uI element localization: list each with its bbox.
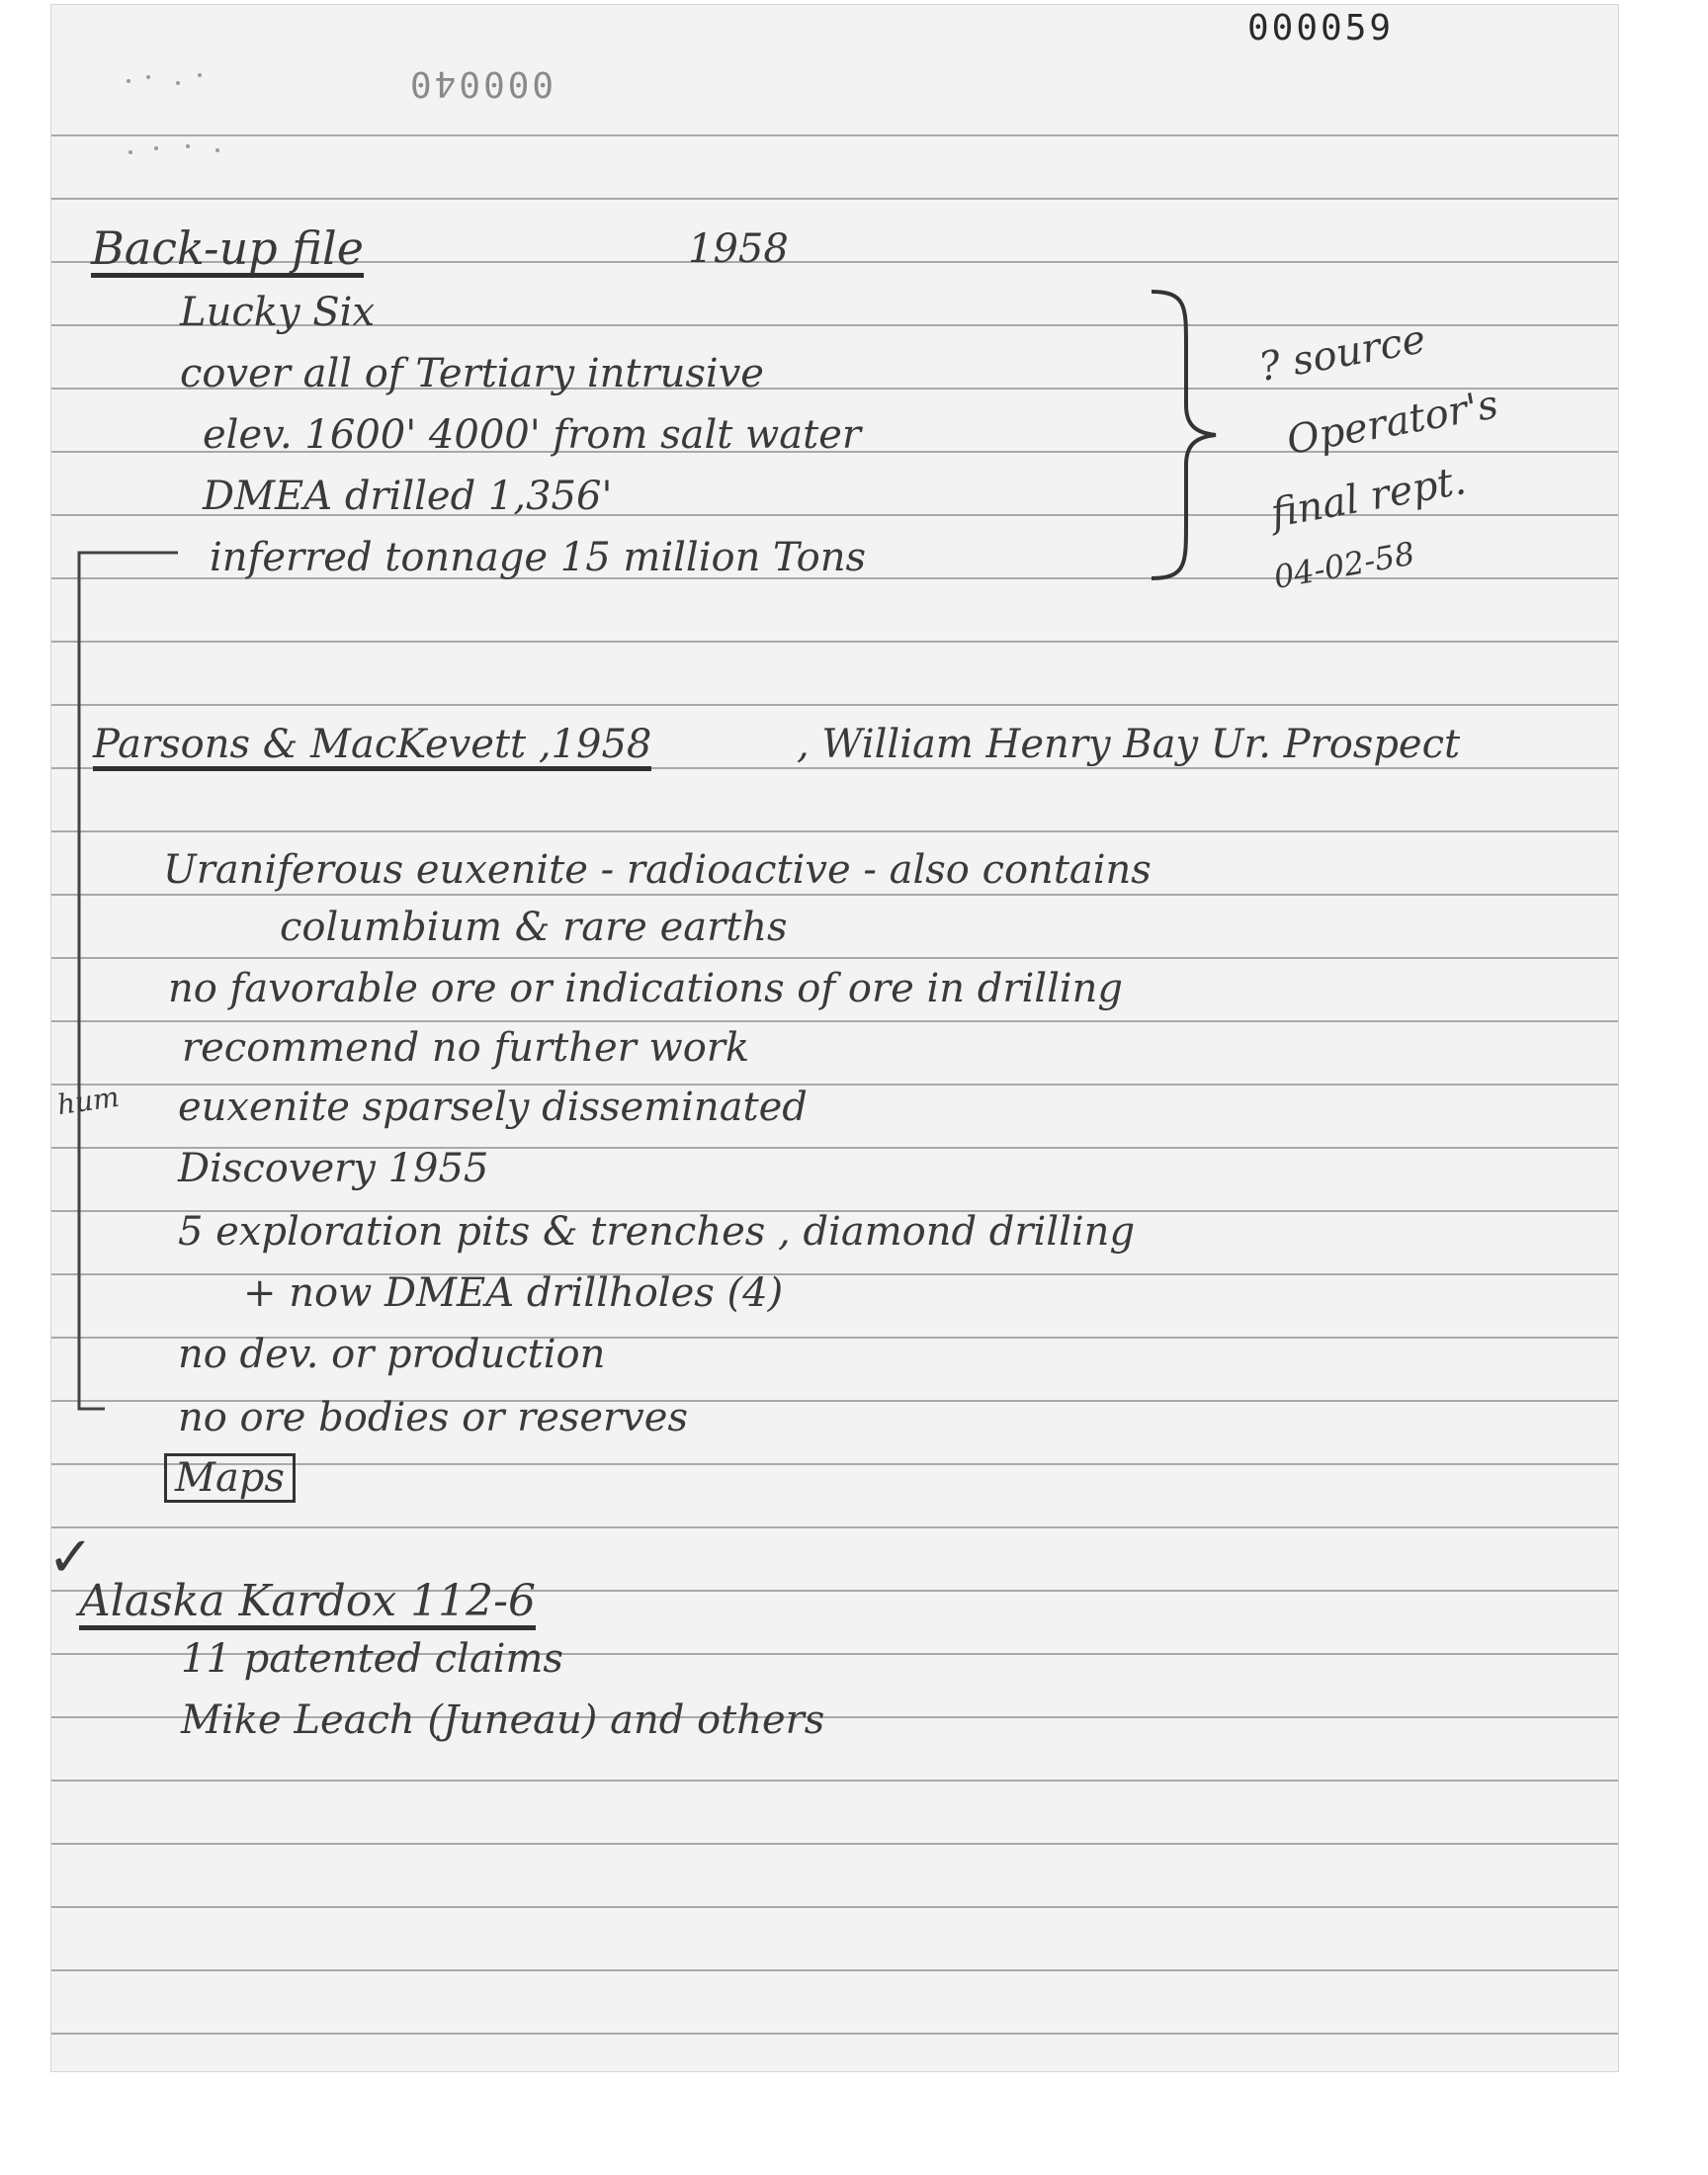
parsons-line-2: columbium & rare earths: [280, 905, 788, 950]
parsons-line-7: 5 exploration pits & trenches , diamond drilling: [178, 1209, 1136, 1255]
parsons-heading-rest: , William Henry Bay Ur. Prospect: [797, 722, 1461, 767]
parsons-line-5: euxenite sparsely disseminated: [178, 1085, 808, 1130]
parsons-heading: Parsons & MacKevett ,1958: [93, 725, 651, 771]
backup-line-5: inferred tonnage 15 million Tons: [210, 535, 867, 580]
backup-line-2: cover all of Tertiary intrusive: [180, 351, 764, 396]
parsons-line-4: recommend no further work: [182, 1025, 750, 1071]
parsons-line-9: no dev. or production: [178, 1332, 606, 1377]
backup-line-4: DMEA drilled 1,356': [203, 474, 613, 519]
kardox-line-1: 11 patented claims: [181, 1636, 563, 1682]
backup-line-3: elev. 1600' 4000' from salt water: [203, 412, 861, 458]
parsons-line-1: Uraniferous euxenite - radioactive - also contains: [163, 847, 1152, 893]
backup-line-1: Lucky Six: [180, 290, 376, 335]
page-number-stamp: 000059: [1247, 8, 1395, 48]
maps-box-label: Maps: [164, 1453, 296, 1503]
check-mark: ✓: [47, 1525, 94, 1590]
kardox-title: Alaska Kardox 112-6: [79, 1580, 536, 1630]
parsons-line-8: + now DMEA drillholes (4): [243, 1270, 784, 1316]
kardox-line-2: Mike Leach (Juneau) and others: [181, 1697, 825, 1743]
source-note-3: final rept.: [1267, 458, 1470, 537]
parsons-line-3: no favorable ore or indications of ore in drilling: [168, 966, 1124, 1011]
parsons-line-6: Discovery 1955: [178, 1146, 489, 1191]
parsons-line-10: no ore bodies or reserves: [178, 1395, 688, 1440]
source-note-2: Operator's: [1283, 382, 1502, 464]
source-note-4: 04-02-58: [1270, 534, 1418, 596]
parsons-margin-note: hum: [54, 1080, 122, 1122]
backup-title: Back-up file: [91, 225, 364, 278]
backup-year: 1958: [688, 226, 789, 272]
source-note-1: ? source: [1255, 316, 1429, 391]
faint-number-stamp: 000040: [407, 63, 555, 104]
